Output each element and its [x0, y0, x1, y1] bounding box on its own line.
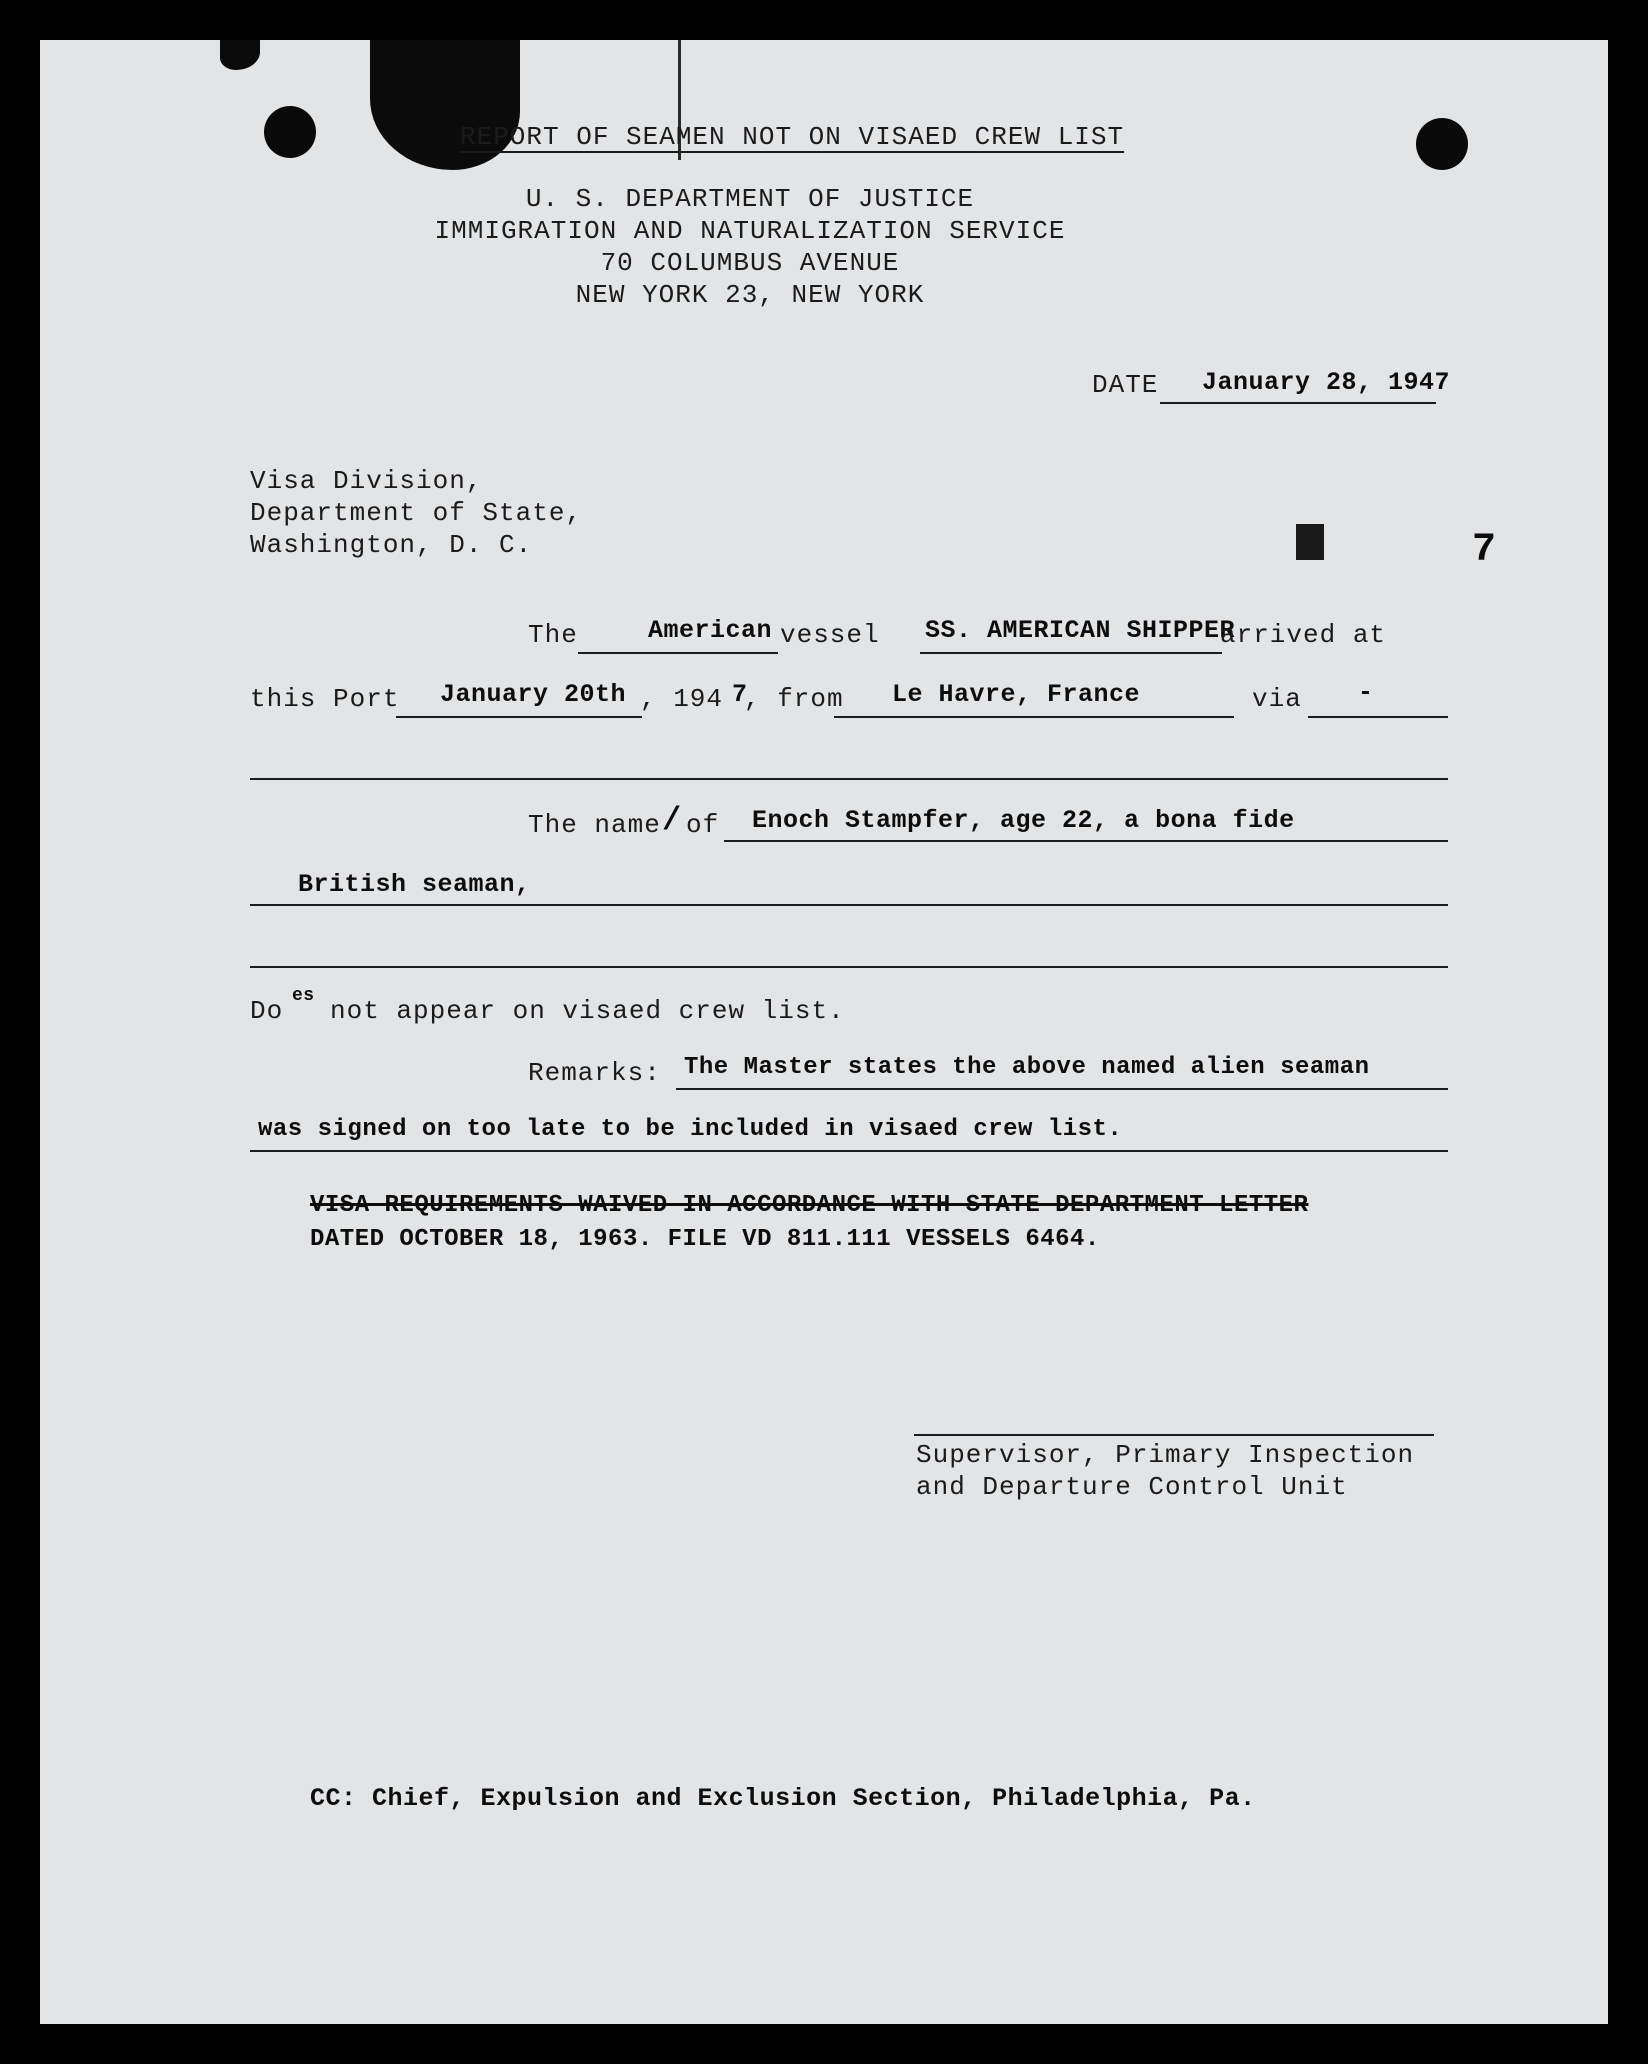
vessel-nationality: American — [648, 616, 773, 645]
names-of-label: of — [686, 810, 720, 840]
year-label: , 194 — [640, 684, 724, 714]
names-underline-2 — [250, 904, 1448, 906]
port-label: this Port — [250, 684, 400, 714]
agency-line-3: 70 COLUMBUS AVENUE — [600, 248, 900, 278]
arrival-date-underline — [396, 716, 642, 718]
vessel-the-label: The — [528, 620, 578, 650]
date-value: January 28, 1947 — [1202, 368, 1451, 397]
punch-hole-left — [264, 106, 316, 158]
file-mark: 7 — [1472, 528, 1497, 573]
via-label: via — [1252, 684, 1302, 714]
remarks-line-2: was signed on too late to be included in visaed crew list. — [258, 1116, 1123, 1143]
agency-line-1: U. S. DEPARTMENT OF JUSTICE — [525, 184, 975, 214]
do-label: Do — [250, 996, 284, 1026]
signature-title-line-1: Supervisor, Primary Inspection — [916, 1440, 1415, 1470]
remarks-label: Remarks: — [528, 1058, 661, 1088]
seaman-name-line-2: British seaman, — [298, 870, 531, 899]
blank-line — [250, 778, 1448, 780]
remarks-underline-2 — [250, 1150, 1448, 1152]
names-underline-1 — [724, 840, 1448, 842]
seaman-name-line-1: Enoch Stampfer, age 22, a bona fide — [752, 806, 1295, 835]
from-label: , from — [744, 684, 844, 714]
signature-title-line-2: and Departure Control Unit — [916, 1472, 1348, 1502]
nationality-underline — [578, 652, 778, 654]
names-label: The name — [528, 810, 661, 840]
remarks-line-1: The Master states the above named alien seaman — [684, 1054, 1370, 1081]
names-mark: / — [662, 802, 682, 839]
via-value: - — [1358, 678, 1374, 707]
punch-hole-right — [1416, 118, 1468, 170]
date-label: DATE — [1092, 370, 1159, 400]
document-page — [40, 40, 1608, 2024]
ink-smudge — [1296, 524, 1324, 560]
arrival-date: January 20th — [440, 680, 627, 709]
year-digit: 7 — [732, 680, 748, 709]
recipient-line-1: Visa Division, — [250, 466, 483, 496]
date-underline — [1160, 402, 1436, 404]
recipient-line-3: Washington, D. C. — [250, 530, 533, 560]
recipient-line-2: Department of State, — [250, 498, 583, 528]
waiver-line-2: DATED OCTOBER 18, 1963. FILE VD 811.111 VESSELS 6464. — [310, 1226, 1100, 1253]
agency-line-4: NEW YORK 23, NEW YORK — [575, 280, 925, 310]
via-underline — [1308, 716, 1448, 718]
vessel-label: vessel — [780, 620, 880, 650]
agency-line-2: IMMIGRATION AND NATURALIZATION SERVICE — [434, 216, 1066, 246]
burn-damage-mark — [220, 40, 260, 70]
form-title: REPORT OF SEAMEN NOT ON VISAED CREW LIST — [460, 122, 1125, 152]
do-not-appear-text: not appear on visaed crew list. — [330, 996, 845, 1026]
waiver-line-1: VISA REQUIREMENTS WAIVED IN ACCORDANCE WITH STATE DEPARTMENT LETTER — [310, 1192, 1309, 1219]
arrived-label: arrived at — [1220, 620, 1387, 650]
remarks-underline-1 — [676, 1088, 1448, 1090]
do-mark: es — [292, 986, 315, 1006]
signature-line — [914, 1434, 1434, 1436]
vessel-name: SS. AMERICAN SHIPPER — [925, 616, 1236, 645]
departure-port: Le Havre, France — [892, 680, 1141, 709]
vessel-name-underline — [920, 652, 1222, 654]
departure-port-underline — [834, 716, 1234, 718]
cc-line: CC: Chief, Expulsion and Exclusion Section, Philadelphia, Pa. — [310, 1784, 1256, 1813]
names-underline-3 — [250, 966, 1448, 968]
